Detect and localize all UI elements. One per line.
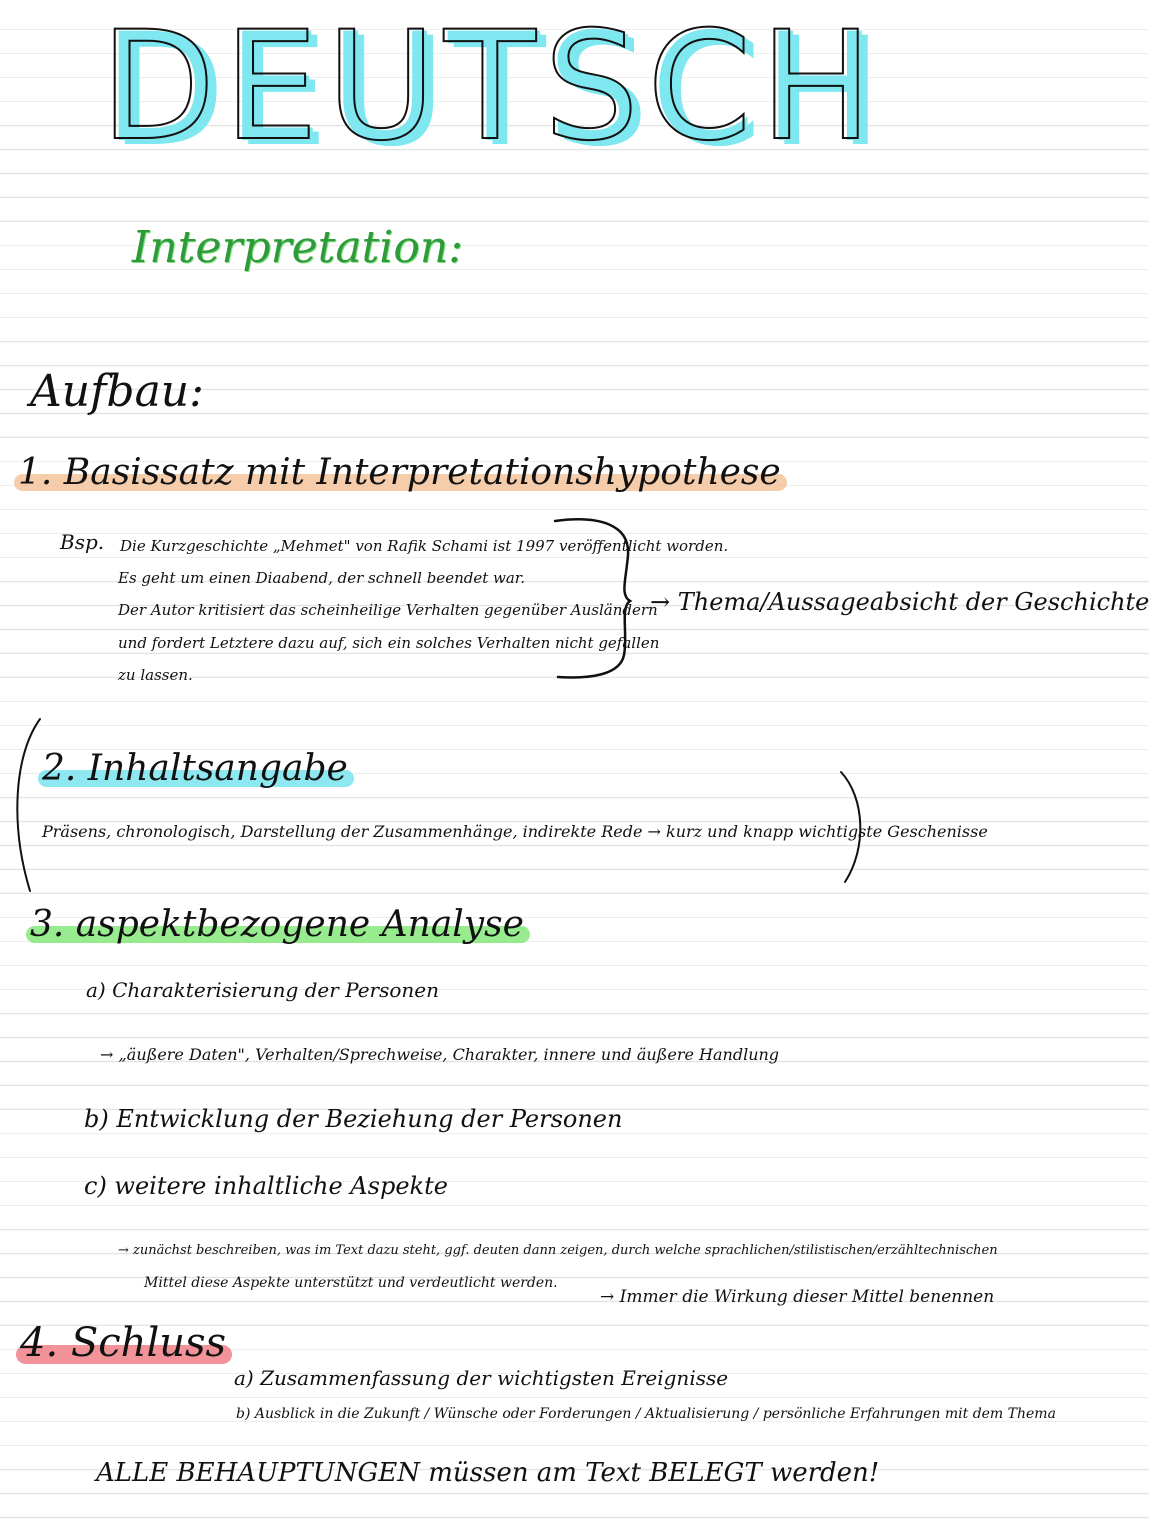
- section-3-heading: 3. aspektbezogene Analyse: [30, 904, 524, 945]
- s3-item-a: a) Charakterisierung der Personen: [86, 978, 440, 1002]
- bsp-label: Bsp.: [60, 530, 105, 554]
- section-1-heading: 1. Basissatz mit Interpretationshypothese: [18, 452, 781, 493]
- section-2-heading: 2. Inhaltsangabe: [42, 748, 348, 789]
- footer-note: ALLE BEHAUPTUNGEN müssen am Text BELEGT werden!: [96, 1458, 880, 1488]
- aufbau-heading: Aufbau:: [30, 366, 204, 417]
- s1-line-5: zu lassen.: [118, 666, 193, 684]
- curly-brace-icon: [550, 515, 640, 685]
- s1-arrow-note: → Thema/Aussageabsicht der Geschichte: [650, 588, 1149, 616]
- s1-line-4: und fordert Letztere dazu auf, sich ein solches Verhalten nicht gefallen: [118, 634, 660, 652]
- s3-item-a-note: → „äußere Daten", Verhalten/Sprechweise, Charakter, innere und äußere Handlung: [100, 1045, 780, 1064]
- s3-item-c-note-1: → zunächst beschreiben, was im Text dazu steht, ggf. deuten dann zeigen, durch welche sprachlichen/stilistischen/erzähltechnischen: [118, 1243, 998, 1258]
- s1-line-2: Es geht um einen Diaabend, der schnell beendet war.: [118, 569, 526, 587]
- s3-item-c: c) weitere inhaltliche Aspekte: [84, 1172, 448, 1200]
- s3-item-c-note-2: Mittel diese Aspekte unterstützt und verdeutlicht werden.: [144, 1275, 558, 1291]
- s4-item-a: a) Zusammenfassung der wichtigsten Ereignisse: [234, 1366, 729, 1390]
- s3-item-b: b) Entwicklung der Beziehung der Personen: [84, 1105, 623, 1133]
- page-title: DEUTSCH: [100, 0, 881, 174]
- section-4-heading: 4. Schluss: [20, 1320, 227, 1366]
- s3-item-c-note-3: → Immer die Wirkung dieser Mittel benennen: [600, 1287, 995, 1307]
- s2-line: Präsens, chronologisch, Darstellung der Zusammenhänge, indirekte Rede → kurz und knapp wichtigste Geschenisse: [42, 822, 988, 841]
- subtitle: Interpretation:: [132, 222, 464, 273]
- s1-line-3: Der Autor kritisiert das scheinheilige Verhalten gegenüber Ausländern: [118, 601, 658, 619]
- left-parenthesis-icon: [6, 715, 46, 895]
- s1-line-1: Die Kurzgeschichte „Mehmet" von Rafik Schami ist 1997 veröffentlicht worden.: [120, 537, 729, 555]
- s4-item-b: b) Ausblick in die Zukunft / Wünsche oder Forderungen / Aktualisierung / persönliche Erfahrungen mit dem Thema: [236, 1406, 1056, 1422]
